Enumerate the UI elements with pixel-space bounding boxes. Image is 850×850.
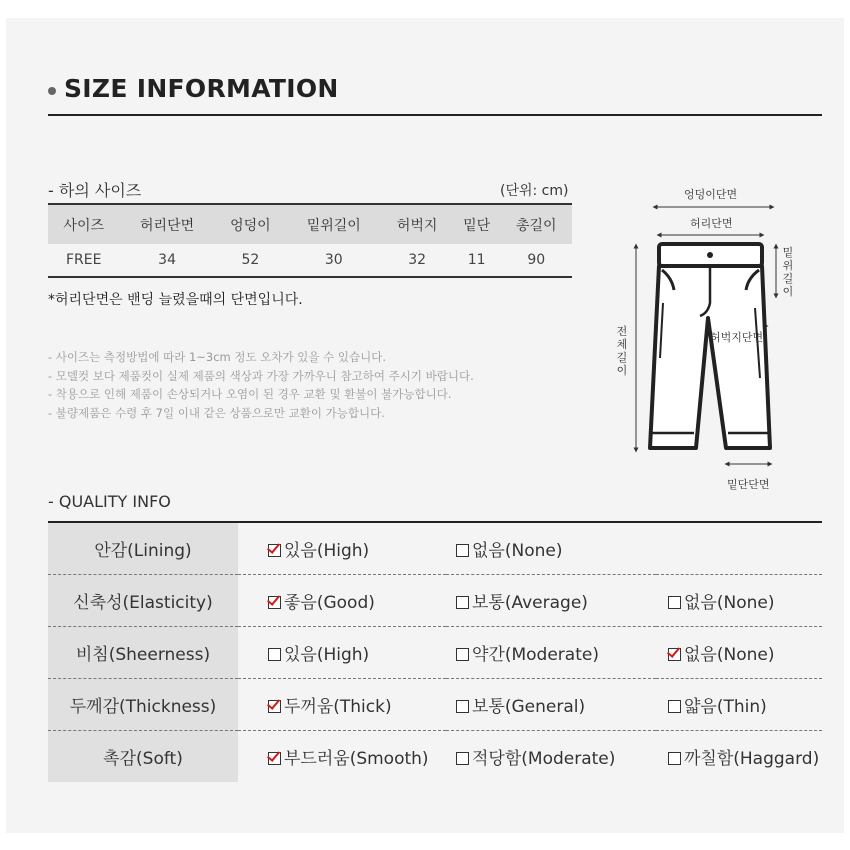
bullet-dot-icon xyxy=(48,87,56,95)
quality-row xyxy=(48,731,822,783)
waist-label: 허리단면 xyxy=(690,217,733,230)
hem-label: 밑단단면 xyxy=(727,478,770,491)
header-cell: 밑위길이 xyxy=(286,204,381,244)
quality-attribute: 두께감(Thickness) xyxy=(48,679,238,731)
table-cell: 11 xyxy=(453,244,501,277)
quality-option xyxy=(238,731,446,783)
header-cell: 허벅지 xyxy=(381,204,452,244)
quality-option xyxy=(446,575,656,627)
unit-label: (단위: cm) xyxy=(500,183,569,199)
quality-attribute: 안감(Lining) xyxy=(48,523,238,575)
option-label: 두꺼움(Thick) xyxy=(284,697,392,717)
checkbox[interactable] xyxy=(668,752,681,765)
option-label: 까칠함(Haggard) xyxy=(684,749,820,769)
title-row xyxy=(48,74,822,116)
checkbox[interactable] xyxy=(268,544,281,557)
quality-option xyxy=(656,679,822,731)
size-table-row xyxy=(48,244,572,277)
size-table xyxy=(48,203,572,278)
checkbox[interactable] xyxy=(268,648,281,661)
quality-row xyxy=(48,523,822,575)
option-label: 있음(High) xyxy=(284,645,370,665)
total-length-label: 전체길이 xyxy=(616,325,628,377)
rise-label: 밑위길이 xyxy=(782,246,794,298)
notice-item: - 사이즈는 측정방법에 따라 1~3cm 정도 오차가 있을 수 있습니다. xyxy=(48,350,387,364)
pants-diagram xyxy=(600,178,810,498)
quality-option xyxy=(238,523,446,575)
checkbox[interactable] xyxy=(456,700,469,713)
quality-section-label: - QUALITY INFO xyxy=(48,492,171,511)
header-cell: 총길이 xyxy=(500,204,572,244)
checkbox[interactable] xyxy=(456,752,469,765)
quality-option xyxy=(656,731,822,783)
table-cell: 52 xyxy=(215,244,286,277)
quality-row xyxy=(48,575,822,627)
table-cell: 34 xyxy=(119,244,214,277)
option-label: 좋음(Good) xyxy=(284,593,375,613)
option-label: 부드러움(Smooth) xyxy=(284,749,429,769)
checkbox[interactable] xyxy=(668,700,681,713)
checkbox[interactable] xyxy=(456,648,469,661)
size-section-label: - 하의 사이즈 xyxy=(48,181,142,200)
page-title: SIZE INFORMATION xyxy=(64,74,339,103)
option-label: 약간(Moderate) xyxy=(472,645,599,665)
checkbox[interactable] xyxy=(268,752,281,765)
quality-row xyxy=(48,679,822,731)
hip-label: 엉덩이단면 xyxy=(684,188,738,201)
option-label: 보통(Average) xyxy=(472,593,588,613)
quality-option xyxy=(656,627,822,679)
checkbox[interactable] xyxy=(668,596,681,609)
quality-option xyxy=(446,731,656,783)
quality-option xyxy=(446,627,656,679)
option-label: 보통(General) xyxy=(472,697,586,717)
checkbox[interactable] xyxy=(668,648,681,661)
quality-option xyxy=(238,575,446,627)
checkbox[interactable] xyxy=(268,596,281,609)
notice-list xyxy=(48,348,474,422)
checkbox[interactable] xyxy=(456,596,469,609)
quality-option xyxy=(656,575,822,627)
option-label: 없음(None) xyxy=(472,541,563,561)
notice-item: - 불량제품은 수령 후 7일 이내 같은 상품으로만 교환이 가능합니다. xyxy=(48,405,385,420)
size-table-header xyxy=(48,204,572,244)
header-cell: 사이즈 xyxy=(48,204,119,244)
thigh-label: 허벅지단면 xyxy=(710,331,764,344)
option-label: 얇음(Thin) xyxy=(684,697,767,717)
header-cell: 허리단면 xyxy=(119,204,214,244)
checkbox[interactable] xyxy=(456,544,469,557)
quality-attribute: 촉감(Soft) xyxy=(48,731,238,783)
option-label: 없음(None) xyxy=(684,645,775,665)
header-cell: 밑단 xyxy=(453,204,501,244)
quality-row xyxy=(48,627,822,679)
quality-option xyxy=(446,523,656,575)
quality-table xyxy=(48,523,822,782)
notice-item: - 착용으로 인해 제품이 손상되거나 오염이 된 경우 교환 및 환불이 불가능합니다. xyxy=(48,387,452,402)
table-cell: 32 xyxy=(381,244,452,277)
table-cell: FREE xyxy=(48,244,119,277)
option-label: 있음(High) xyxy=(284,541,370,561)
quality-attribute: 비침(Sheerness) xyxy=(48,627,238,679)
notice-item: - 모델컷 보다 제품컷이 실제 제품의 색상과 가장 가까우니 참고하여 주시기 바랍니다. xyxy=(48,368,474,383)
table-cell: 90 xyxy=(500,244,572,277)
quality-option-empty xyxy=(656,523,822,575)
quality-attribute: 신축성(Elasticity) xyxy=(48,575,238,627)
quality-option xyxy=(238,679,446,731)
table-cell: 30 xyxy=(286,244,381,277)
option-label: 적당함(Moderate) xyxy=(472,749,616,769)
quality-option xyxy=(238,627,446,679)
header-cell: 엉덩이 xyxy=(215,204,286,244)
checkbox[interactable] xyxy=(268,700,281,713)
waist-note: *허리단면은 밴딩 늘렸을때의 단면입니다. xyxy=(48,292,303,308)
option-label: 없음(None) xyxy=(684,593,775,613)
quality-option xyxy=(446,679,656,731)
